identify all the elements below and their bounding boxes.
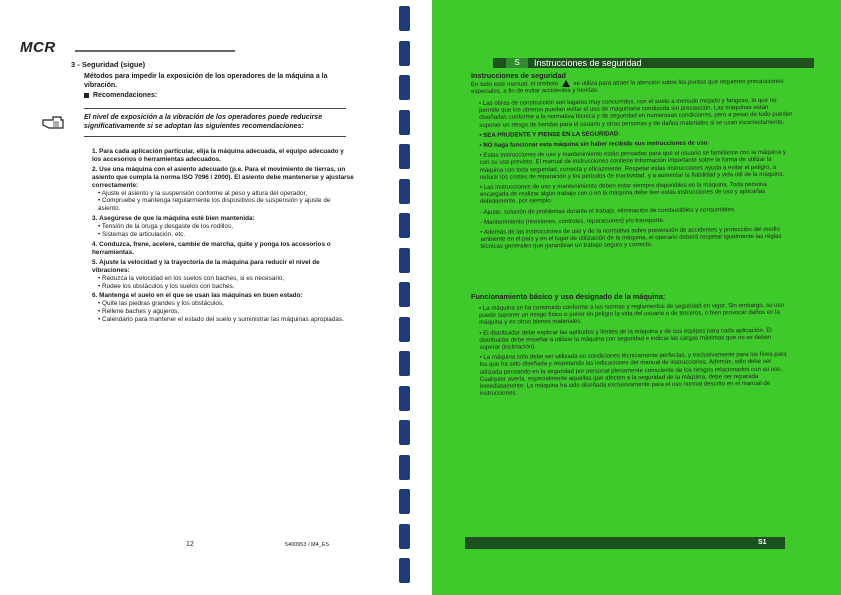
warning-triangle-icon bbox=[562, 80, 570, 87]
spiral-ring bbox=[399, 6, 410, 31]
list-subitem: • Quite las piedras grandes y los obstáculos, bbox=[98, 300, 224, 308]
instruction-paragraph: • NO haga funcionar esta máquina sin haber recibido sus instrucciones de uso. bbox=[479, 139, 710, 149]
spiral-ring bbox=[399, 455, 410, 480]
list-item bbox=[92, 259, 354, 291]
list-subitem: • Sistemas de articulación, etc. bbox=[98, 231, 186, 239]
vibration-note: El nivel de exposición a la vibración de los operadores puede reducirse significativamente si se adoptan las siguientes recomendaciones: bbox=[84, 114, 323, 130]
spiral-ring bbox=[399, 317, 410, 342]
section-letter-tab: S bbox=[506, 58, 528, 68]
note-bottom-rule bbox=[84, 136, 346, 137]
instruction-paragraph: • SEA PRUDENTE Y PIENSE EN LA SEGURIDAD. bbox=[479, 130, 621, 139]
recommendations-label: Recomendaciones: bbox=[93, 92, 158, 99]
spiral-ring bbox=[399, 489, 410, 514]
section-title: 3 - Seguridad (sigue) bbox=[71, 60, 146, 69]
item-text: Mantenga el suelo en el que se usan las máquinas en buen estado: bbox=[99, 292, 303, 300]
instruction-paragraph: • La máquina sólo debe ser utilizada en condiciones técnicamente perfectas, y exclusivamente para los fines para los que ha sido diseñada y respetando las indicaciones del manual de instrucciones. Además, sólo debe ser utilizada pensando en la seguridad por personal plenamente consciente de los riesgos relacionados con su uso. Cualquier avería, especialmente aquellas que afecten a la seguridad de la máquina, debe ser reparada inmediatamente. La máquina ha sido diseñada exclusivamente para el uso normal descrito en el manual de instrucciones. bbox=[479, 350, 787, 398]
spiral-ring bbox=[399, 110, 410, 135]
item-number: 5. bbox=[92, 258, 98, 266]
item-number: 2. bbox=[92, 165, 98, 173]
header-rule bbox=[75, 50, 235, 52]
list-item bbox=[92, 292, 354, 324]
instruction-paragraph: • Además de las instrucciones de uso y de la normativa sobre prevención de accidentes y protección del medio ambiente en el país y en el lugar de utilización de la máquina, el operario deberá respetar igualmente las reglas técnicas generales que garantizan un trabajo seguro y correcto. bbox=[480, 225, 782, 251]
section-header-title: Instrucciones de seguridad bbox=[534, 58, 642, 68]
instruction-paragraph: - Ajuste, solución de problemas durante el trabajo, eliminación de combustibles y consumibles. bbox=[480, 205, 736, 216]
instruction-paragraph: • El distribuidor debe explicar las aptitudes y límites de la máquina y de sus equipos para cada aplicación. El distribuidor debe enseñar a utilizar la máquina con seguridad e indicar las cargas máximas que no se deben superar (inclinación). bbox=[479, 326, 772, 351]
list-subitem: • Compruebe y mantenga regularmente los dispositivos de suspensión y ajuste de asiento. bbox=[98, 197, 331, 213]
square-bullet-icon bbox=[84, 93, 89, 98]
spiral-ring bbox=[399, 282, 410, 307]
list-item bbox=[92, 148, 354, 164]
footer-bar bbox=[465, 537, 785, 549]
instruction-paragraph: • Estas instrucciones de uso y mantenimiento están pensadas para que el usuario se familiarice con la máquina y con su uso previsto. El manual de instrucciones contiene información importante sobre la forma de utilizar la máquina con toda seguridad, correcta y eficazmente. Respetar estas instrucciones ayuda a evitar el peligro, a reducir los costes de reparación y los periodos de inactividad, y a aumentar la fiabilidad y vida útil de la máquina. bbox=[479, 148, 786, 181]
item-number: 4. bbox=[92, 240, 98, 248]
list-item bbox=[92, 241, 354, 257]
list-subitem: • Reduzca la velocidad en los suelos con baches, si es necesario, bbox=[98, 274, 285, 282]
basic-operation-block bbox=[471, 302, 794, 401]
spiral-ring bbox=[399, 351, 410, 376]
list-item bbox=[92, 215, 354, 239]
safety-intro bbox=[471, 78, 793, 99]
spiral-binding bbox=[395, 0, 425, 595]
page-number-left: 12 bbox=[186, 541, 194, 548]
list-subitem: • Calendario para mantener el estado del suelo y suministrar las máquinas apropiadas. bbox=[98, 316, 344, 324]
list-subitem: • Tensión de la oruga y desgaste de los rodillos, bbox=[98, 223, 233, 231]
safety-instructions-block bbox=[471, 97, 795, 254]
pointing-hand-icon bbox=[41, 113, 65, 131]
item-text: Ajuste la velocidad y la trayectoria de la máquina para reducir el nivel de vibraciones: bbox=[92, 258, 320, 274]
item-number: 3. bbox=[92, 215, 98, 223]
item-number: 6. bbox=[92, 292, 98, 300]
list-subitem: • Ajuste el asiento y la suspensión conforme al peso y altura del operador, bbox=[98, 189, 307, 197]
spiral-ring bbox=[399, 41, 410, 66]
recommendations-heading bbox=[84, 92, 157, 101]
spiral-ring bbox=[399, 420, 410, 445]
item-text: Use una máquina con el asiento adecuado (p.e. Para el movimiento de tierras, un asiento que cumpla la norma ISO 7096 / 2000). El asiento debe mantenerse y ajustarse correctamente: bbox=[92, 165, 354, 189]
intro-text: Métodos para impedir la exposición de los operadores de la máquina a la vibración. bbox=[84, 73, 328, 89]
list-subitem: • Rodee los obstáculos y los suelos con baches. bbox=[98, 282, 235, 290]
instruction-paragraph: • La máquina se ha construido conforme a las normas y reglamentos de seguridad en vigor. Sin embargo, su uso puede suponer un riesgo físico o poner en peligro la vida del usuario o de terceros, o bien provocar daños en la máquina y en otros bienes materiales. bbox=[478, 301, 785, 327]
page-number-right: S1 bbox=[758, 539, 767, 546]
instruction-paragraph: • Las instrucciones de uso y mantenimiento deben estar siempre disponibles en la máquina. Toda persona encargada de realizar algún trabajo con o en la máquina debe leer estas instrucciones de uso y aplicarlas debidamente, por ejemplo: bbox=[479, 180, 767, 206]
list-item bbox=[92, 166, 354, 213]
instruction-paragraph: - Mantenimiento (revisiones, controles, reparaciones) y/o transporte. bbox=[480, 216, 665, 226]
safety-heading: Instrucciones de seguridad bbox=[471, 71, 566, 80]
left-page bbox=[0, 0, 410, 595]
list-subitem: • Rellene baches y agujeros, bbox=[98, 308, 180, 316]
spiral-ring bbox=[399, 144, 410, 169]
instruction-paragraph: • Las obras de construcción son lugares muy concurridos, con el suelo a menudo mojado y fangoso, lo que no permite que los obreros puedan evitar el uso de maquinaria conducida sin precaución. Las máquinas están diseñadas conforme a la normativa técnica y de seguridad en numerosas condiciones, pero a pesar de todo pueden suponer un riesgo de heridas para el usuario y otras personas y de daños materiales si se usan incorrectamente. bbox=[478, 96, 793, 129]
note-top-rule bbox=[84, 108, 346, 109]
item-text: Asegúrese de que la máquina esté bien mantenida: bbox=[99, 215, 255, 223]
spiral-ring bbox=[399, 213, 410, 238]
item-number: 1. bbox=[92, 148, 98, 155]
intro-part-a: En todo este manual, el símbolo bbox=[471, 80, 559, 89]
spiral-ring bbox=[399, 386, 410, 411]
item-text: Conduzca, frene, acelere, cambie de marcha, quite y ponga los accesorios o herramientas. bbox=[92, 240, 331, 256]
intro-part-b: se utiliza para atraer la atención sobre los puntos que requieren precauciones especiales, a fin de evitar accidentes y heridas. bbox=[471, 77, 784, 96]
spiral-ring bbox=[399, 248, 410, 273]
spiral-ring bbox=[399, 558, 410, 583]
brand-logo: MCR bbox=[20, 39, 56, 56]
spiral-ring bbox=[399, 179, 410, 204]
spiral-ring bbox=[399, 75, 410, 100]
basic-operation-heading: Funcionamiento básico y uso designado de la máquina: bbox=[471, 292, 666, 301]
document-code: 5400953 / M4_ES bbox=[285, 542, 330, 548]
item-text: Para cada aplicación particular, elija la máquina adecuada, el equipo adecuado y los accesorios o herramientas adecuados. bbox=[92, 148, 344, 163]
spiral-ring bbox=[399, 524, 410, 549]
recommendation-list bbox=[92, 148, 354, 326]
